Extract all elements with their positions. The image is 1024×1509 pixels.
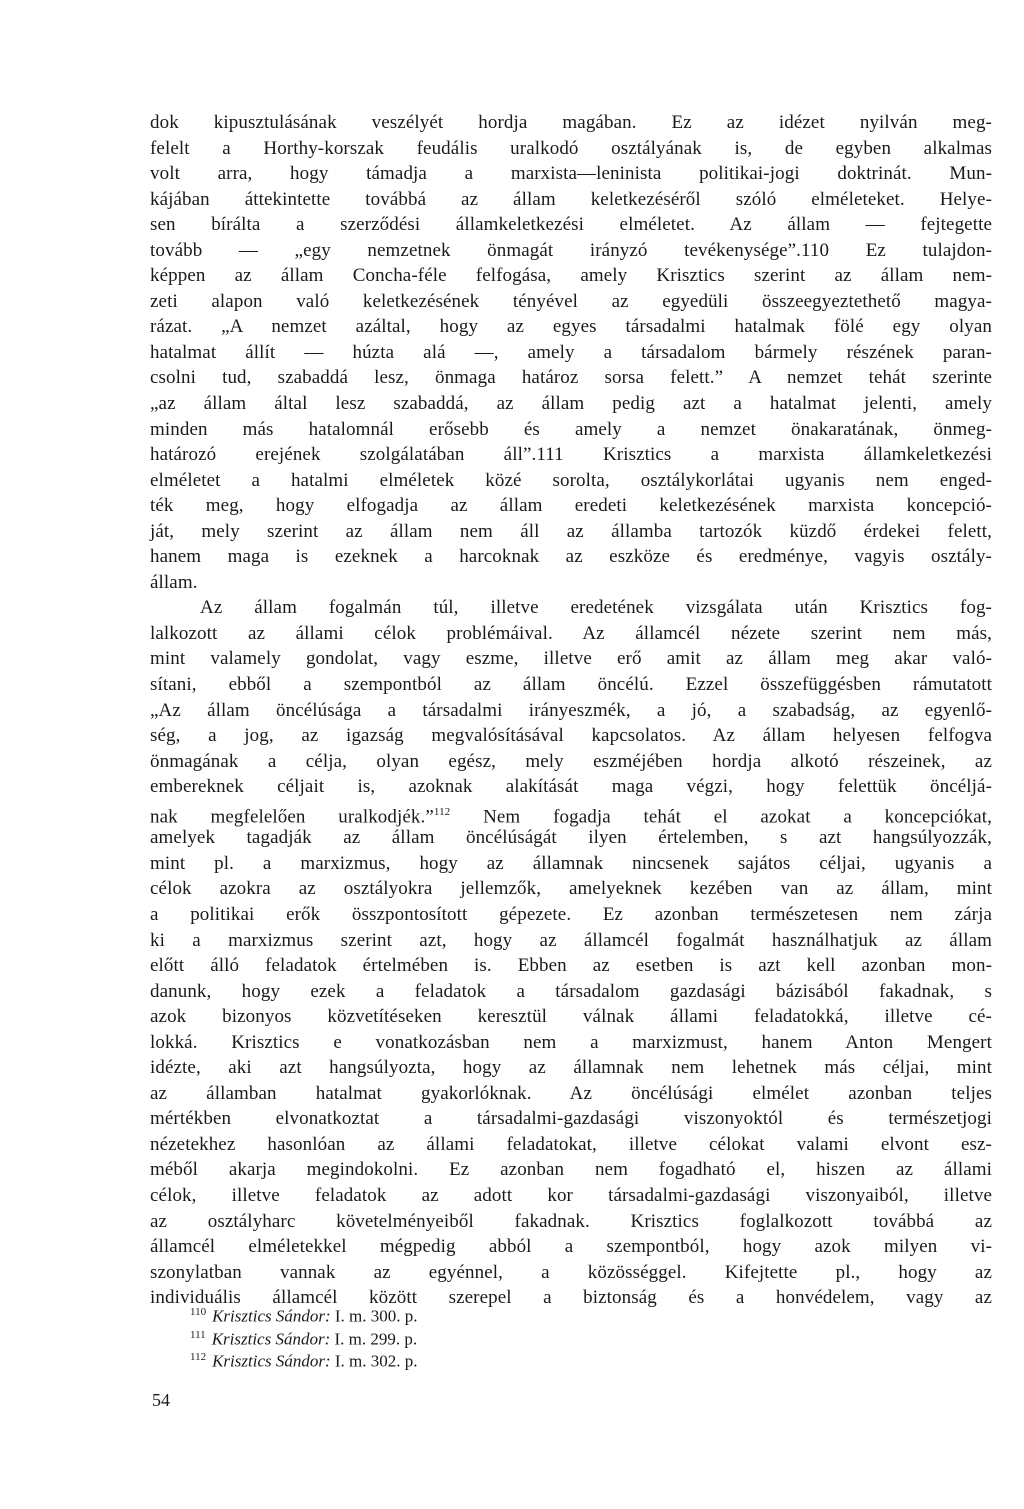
text-line: dok kipusztulásának veszélyét hordja magában. Ez az idézet nyilván meg- [150,112,992,133]
footnote-number: 112 [190,1351,207,1363]
text-line: az osztályharc követelményeiből fakadnak. Krisztics foglalkozott továbbá az [150,1210,992,1232]
text-line: szonylatban vannak az egyénnel, a közösséggel. Kifejtette pl., hogy az [150,1261,992,1283]
footnotes [190,1301,690,1369]
page-number: 54 [152,1390,170,1410]
text-line: mint valamely gondolat, vagy eszme, illetve erő amit az állam meg akar való- [150,648,992,670]
text-line: ját, mely szerint az állam nem áll az államba tartozók küzdő érdekei felett, [150,520,992,542]
footnote-reference: I. m. 299. p. [334,1329,418,1349]
text-line: „az állam által lesz szabaddá, az állam pedig azt a hatalmat jelenti, amely [150,393,992,415]
footnote-ref: 112 [433,805,451,818]
text-line: sen bírálta a szerződési államkeletkezési elméletet. Az állam — fejtegette [150,214,992,236]
text-line: individuális államcél között szerepel a biztonság és a honvédelem, vagy az [150,1287,992,1309]
text-line: nak megfelelően uralkodjék.”$^{112}$ Nem fogadja tehát el azokat a koncepciókat, [150,805,992,828]
text-line: önmagának a célja, olyan egész, mely eszméjében hordja alkotó részeinek, az [150,750,992,772]
footnote-number: 111 [190,1328,206,1341]
footnote [190,1324,690,1347]
text-line: határozó erejének szolgálatában áll”.111 Krisztics a marxista államkeletkezési [150,444,992,466]
text-line: lalkozott az állami célok problémáival. Az államcél nézete szerint nem más, [150,622,992,644]
footnote-number: 110 [190,1306,207,1318]
text-line: államcél elméletekkel mégpedig abból a szempontból, hogy azok milyen vi- [150,1236,992,1258]
text-line: Az állam fogalmán túl, illetve eredetének vizsgálata után Krisztics fog- [200,597,992,619]
text-line: volt arra, hogy támadja a marxista—leninista politikai-jogi doktrinát. Mun- [150,163,992,185]
text-line: felelt a Horthy-korszak feudális uralkodó osztályának is, de egyben alkalmas [150,137,992,159]
text-line: danunk, hogy ezek a feladatok a társadalom gazdasági bázisából fakadnak, s [150,980,992,1002]
footnote-reference: I. m. 302. p. [334,1351,418,1371]
text-line: ki a marxizmus szerint azt, hogy az államcél fogalmát használhatjuk az állam [150,929,992,951]
text-line: ség, a jog, az igazság megvalósításával kapcsolatos. Az állam helyesen felfogva [150,725,992,747]
footnote-author: Krisztics Sándor: [211,1329,331,1349]
text-line: csolni tud, szabaddá lesz, önmaga határoz sorsa felett.” A nemzet tehát szerinte [150,367,992,389]
text-line: azok bizonyos közvetítéseken keresztül válnak állami feladatokká, illetve cé- [150,1006,992,1028]
text-line: mértékben elvonatkoztat a társadalmi-gazdasági viszonyoktól és természetjogi [150,1108,992,1130]
text-line: elméletet a hatalmi elméletek közé sorolta, osztálykorlátai ugyanis nem enged- [150,469,992,491]
footnote-author: Krisztics Sándor: [212,1351,331,1371]
text-line: lokká. Krisztics e vonatkozásban nem a marxizmust, hanem Anton Mengert [150,1031,992,1053]
text-line: mint pl. a marxizmus, hogy az államnak nincsenek sajátos céljai, ugyanis a [150,852,992,874]
text-line: hanem maga is ezeknek a harcoknak az eszköze és eredménye, vagyis osztály- [150,546,992,568]
footnote-reference: I. m. 300. p. [334,1306,418,1326]
text-line: előtt álló feladatok értelmében is. Ebben az esetben is azt kell azonban mon- [150,955,992,977]
text-line: méből akarja megindokolni. Ez azonban nem fogadható el, hiszen az állami [150,1159,992,1181]
text-line: célok azokra az osztályokra jellemzők, amelyeknek kezében van az állam, mint [150,878,992,900]
footnote [190,1346,690,1369]
text-line: az államban hatalmat gyakorlóknak. Az öncélúsági elmélet azonban teljes [150,1082,992,1104]
text-line: minden más hatalomnál erősebb és amely a nemzet önakaratának, önmeg- [150,418,992,440]
footnote-author: Krisztics Sándor: [212,1306,331,1326]
text-line: nézetekhez hasonlóan az állami feladatokat, illetve célokat valami elvont esz- [150,1133,992,1155]
text-line: célok, illetve feladatok az adott kor társadalmi-gazdasági viszonyaiból, illetve [150,1184,992,1206]
text-line: zeti alapon való keletkezésének tényével az egyedüli összeegyeztethető magya- [150,290,992,312]
text-line: hatalmat állít — húzta alá —, amely a társadalom bármely részének paran- [150,341,992,363]
text-line: ték meg, hogy elfogadja az állam eredeti keletkezésének marxista koncepció- [150,495,992,517]
text-line: „Az állam öncélúsága a társadalmi irányeszmék, a jó, a szabadság, az egyenlő- [150,699,992,721]
text-line: amelyek tagadják az állam öncélúságát ilyen értelemben, s azt hangsúlyozzák, [150,827,992,849]
text-line: embereknek céljait is, azoknak alakítását maga végzi, hogy felettük öncéljá- [150,776,992,798]
text-line: a politikai erők összpontosított gépezete. Ez azonban természetesen nem zárja [150,903,992,925]
text-line: sítani, ebből a szempontból az állam öncélú. Ezzel összefüggésben rámutatott [150,674,992,696]
footnote [190,1301,690,1324]
text-line: állam. [150,571,198,593]
text-line: rázat. „A nemzet azáltal, hogy az egyes társadalmi hatalmak fölé egy olyan [150,316,992,338]
text-line: idézte, aki azt hangsúlyozta, hogy az államnak nem lehetnek más céljai, mint [150,1057,992,1079]
text-line: kájában áttekintette továbbá az állam keletkezéséről szóló elméleteket. Helye- [150,188,992,210]
body-text [150,110,992,1311]
text-line: képpen az állam Concha-féle felfogása, amely Krisztics szerint az állam nem- [150,265,992,287]
text-line: tovább — „egy nemzetnek önmagát irányzó tevékenysége”.110 Ez tulajdon- [150,239,992,261]
